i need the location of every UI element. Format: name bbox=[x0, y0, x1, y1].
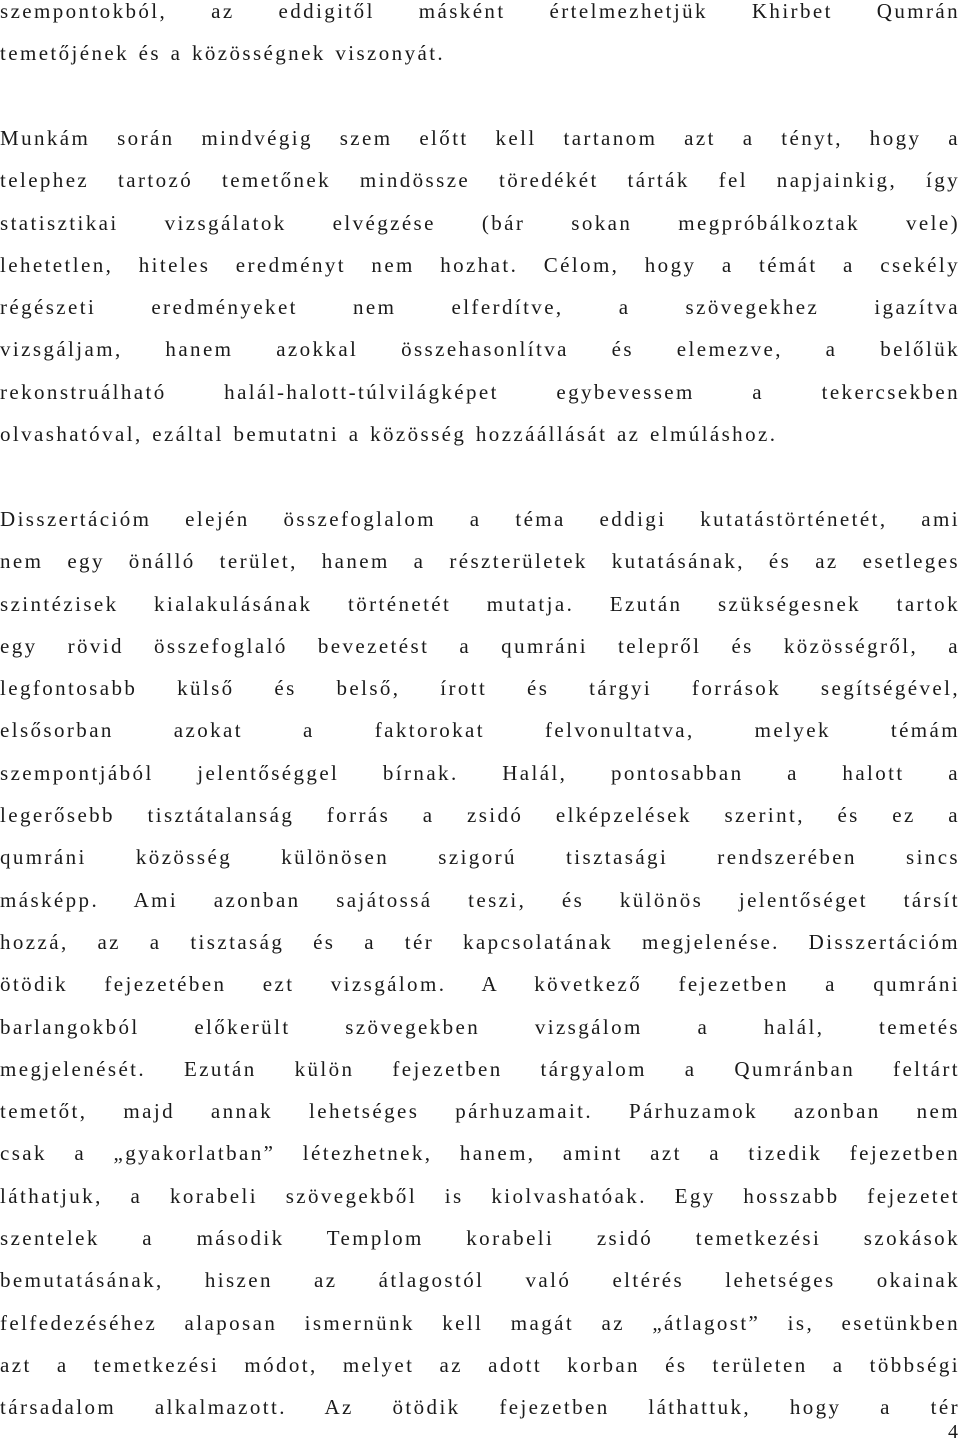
text-line: társadalom alkalmazott. Az ötödik fejezetben láthattuk, hogy a tér bbox=[0, 1395, 960, 1420]
paragraph-3 bbox=[0, 498, 960, 1429]
text-line: rekonstruálható halál-halott-túlvilágképet egybevessem a tekercsekben bbox=[0, 379, 960, 404]
text-line: láthatjuk, a korabeli szövegekből is kiolvashatóak. Egy hosszabb fejezetet bbox=[0, 1183, 960, 1208]
text-line: legerősebb tisztátalanság forrás a zsidó elképzelések szerint, és ez a bbox=[0, 803, 960, 828]
text-line: statisztikai vizsgálatok elvégzése (bár sokan megpróbálkoztak vele) bbox=[0, 210, 960, 235]
text-line: temetőt, majd annak lehetséges párhuzamait. Párhuzamok azonban nem bbox=[0, 1099, 960, 1124]
text-line: felfedezéséhez alaposan ismernünk kell magát az „átlagost” is, esetünkben bbox=[0, 1310, 960, 1335]
text-line: szentelek a második Templom korabeli zsidó temetkezési szokások bbox=[0, 1226, 960, 1251]
text-line: egy rövid összefoglaló bevezetést a qumráni telepről és közösségről, a bbox=[0, 633, 960, 658]
text-line: elsősorban azokat a faktorokat felvonultatva, melyek témám bbox=[0, 718, 960, 743]
text-line: régészeti eredményeket nem elferdítve, a szövegekhez igazítva bbox=[0, 295, 960, 320]
text-line: nem egy önálló terület, hanem a részterületek kutatásának, és az esetleges bbox=[0, 549, 960, 574]
text-line: qumráni közösség különösen szigorú tisztasági rendszerében sincs bbox=[0, 845, 960, 870]
text-line: telephez tartozó temetőnek mindössze töredékét tárták fel napjainkig, így bbox=[0, 168, 960, 193]
text-line: olvashatóval, ezáltal bemutatni a közösség hozzáállását az elmúláshoz. bbox=[0, 422, 778, 447]
text-line: lehetetlen, hiteles eredményt nem hozhat. Célom, hogy a témát a csekély bbox=[0, 252, 960, 277]
text-line: legfontosabb külső és belső, írott és tárgyi források segítségével, bbox=[0, 676, 960, 701]
text-line: ötödik fejezetében ezt vizsgálom. A következő fejezetben a qumráni bbox=[0, 972, 960, 997]
text-line: Disszertációm elején összefoglalom a téma eddigi kutatástörténetét, ami bbox=[0, 507, 960, 531]
text-line: megjelenését. Ezután külön fejezetben tárgyalom a Qumránban feltárt bbox=[0, 1056, 960, 1081]
text-line: másképp. Ami azonban sajátossá teszi, és különös jelentőséget társít bbox=[0, 887, 960, 912]
text-line: hozzá, az a tisztaság és a tér kapcsolatának megjelenése. Disszertációm bbox=[0, 929, 960, 954]
text-line: szintézisek kialakulásának történetét mutatja. Ezután szükségesnek tartok bbox=[0, 591, 960, 616]
text-line: vizsgáljam, hanem azokkal összehasonlítva és elemezve, a belőlük bbox=[0, 337, 960, 362]
text-line: temetőjének és a közösségnek viszonyát. bbox=[0, 41, 446, 66]
text-line: bemutatásának, hiszen az átlagostól való eltérés lehetséges okainak bbox=[0, 1268, 960, 1293]
text-line: barlangokból előkerült szövegekben vizsgálom a halál, temetés bbox=[0, 1014, 960, 1039]
text-line: szempontokból, az eddigitől másként értelmezhetjük Khirbet Qumrán bbox=[0, 0, 960, 23]
text-line: szempontjából jelentőséggel bírnak. Halál, pontosabban a halott a bbox=[0, 760, 960, 785]
paragraph-1 bbox=[0, 0, 960, 75]
text-line: csak a „gyakorlatban” létezhetnek, hanem, amint azt a tizedik fejezetben bbox=[0, 1141, 960, 1166]
paragraph-2 bbox=[0, 117, 960, 455]
text-line: Munkám során mindvégig szem előtt kell tartanom azt a tényt, hogy a bbox=[0, 126, 960, 150]
text-line: azt a temetkezési módot, melyet az adott korban és területen a többségi bbox=[0, 1352, 960, 1377]
page-number: 4 bbox=[948, 1421, 958, 1443]
